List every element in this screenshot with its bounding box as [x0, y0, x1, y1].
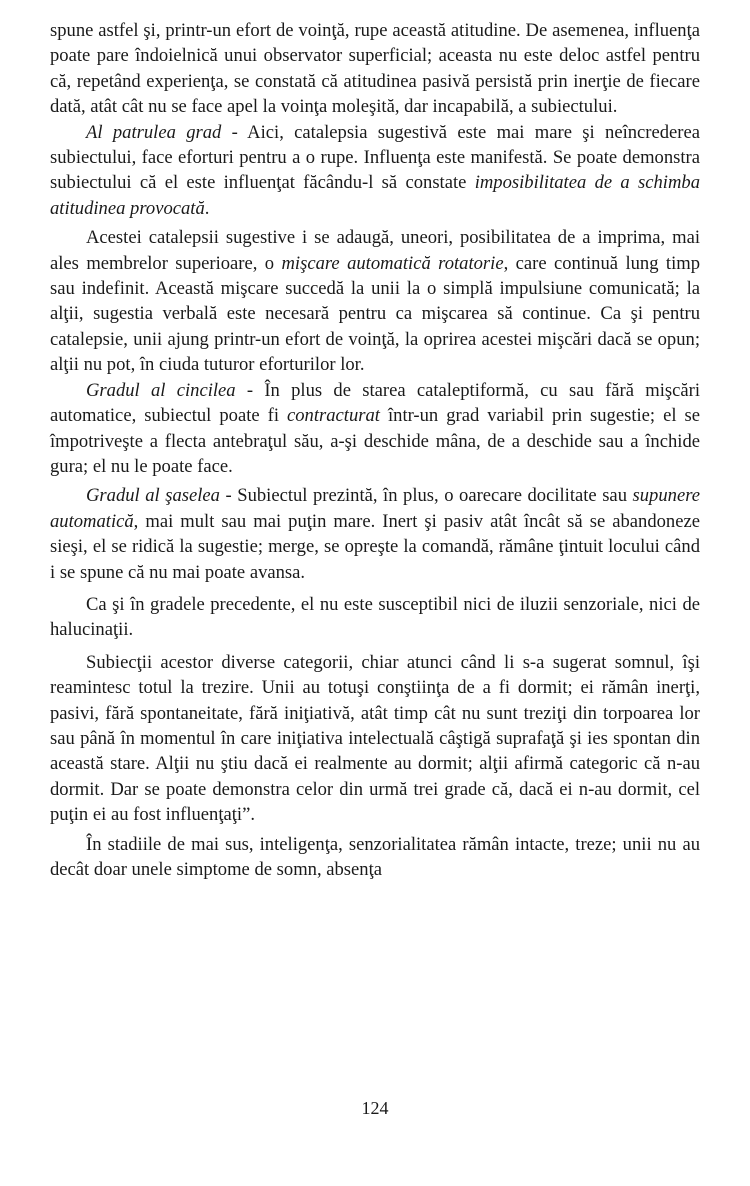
paragraph-fourth-degree: Al patrulea grad - Aici, catalepsia sugestivă este mai mare şi neîncrederea subiectului, face eforturi pentru a o rupe. Influenţa este manifestă. Se poate demonstra subiectului că el este influenţat făcându-l să constate imposibilitatea de a schimba atitudinea provocată.: [50, 121, 700, 219]
paragraph-illusions: Ca şi în gradele precedente, el nu este susceptibil nici de iluzii senzoriale, nici de halucinaţii.: [50, 593, 700, 641]
page-number: 124: [361, 1098, 389, 1118]
emphasis-text: supunere automatică: [50, 485, 700, 532]
paragraph-continuation: spune astfel şi, printr-un efort de voinţă, rupe această atitudine. De asemenea, influenţa poate pare îndoielnică unui observator superficial; aceasta nu este deloc astfel pentru că, repetând experienţa, se constată că atitudinea pasivă persistă prin inerţie de fiecare dată, atât cât nu se face apel la voinţa moleşită, dar incapabilă, a subiectului.: [50, 20, 700, 118]
paragraph-subjects: Subiecţii acestor diverse categorii, chiar atunci când li s-a sugerat somnul, îşi reamintesc totul la trezire. Unii au totuşi conştiinţa de a fi dormit; ei rămân inerţi, pasivi, fără spontaneitate, fără iniţiativă, atât timp cât nu sunt treziţi din torpoarea lor sau până în momentul în care iniţiativa intelectuală câştigă suprafaţă şi ies spontan din această stare. Alţii nu ştiu dacă ei realmente au dormit; alţii afirmă categoric că n-au dormit. Dar se poate demonstra celor din urmă trei grade că, dacă ei n-au dormit, cel puţin ei au fost influenţaţi”.: [50, 651, 700, 826]
emphasis-text: imposibilitatea de a schimba atitudinea provocată: [50, 172, 700, 219]
paragraph-heading: Gradul al cincilea: [86, 379, 236, 401]
paragraph-fifth-degree: Gradul al cincilea - În plus de starea cataleptiformă, cu sau fără mişcări automatice, subiectul poate fi contracturat într-un grad variabil prin sugestie; el se împotriveşte a flecta antebraţul său, a-şi deschide mâna, de a deschide sau a închide gura; el nu le poate face.: [50, 379, 701, 477]
paragraph-sixth-degree: Gradul al şaselea - Subiectul prezintă, în plus, o oarecare docilitate sau supunere automatică, mai mult sau mai puţin mare. Inert şi pasiv atât încât să se abandoneze sieşi, el se ridică la sugestie; merge, se opreşte la comandă, rămâne ţintuit locului când i se spune că nu mai poate avansa.: [50, 485, 700, 583]
paragraph-heading: Al patrulea grad: [86, 121, 222, 143]
paragraph-rotatory-movement: Acestei catalepsii sugestive i se adaugă, uneori, posibilitatea de a imprima, mai ales membrelor superioare, o mişcare automatică rotatorie, care continuă lung timp sau indefinit. Această mişcare succedă la unii la o simplă impulsiune comunicată; la alţii, sugestia verbală este necesară pentru ca mişcarea să continue. Ca şi pentru catalepsie, unii ajung printr-un efort de voinţă, la oprirea acestei mişcări dacă se opun; alţii nu pot, în ciuda tuturor eforturilor lor.: [50, 227, 700, 376]
paragraph-heading: Gradul al şaselea: [86, 485, 220, 507]
emphasis-text: contracturat: [287, 405, 380, 427]
body-text: [50, 18, 700, 882]
paragraph-stages: În stadiile de mai sus, inteligenţa, senzorialitatea rămân intacte, treze; unii nu au decât doar unele simptome de somn, absenţa: [50, 833, 700, 880]
emphasis-text: mişcare automatică rotatorie: [281, 252, 504, 274]
